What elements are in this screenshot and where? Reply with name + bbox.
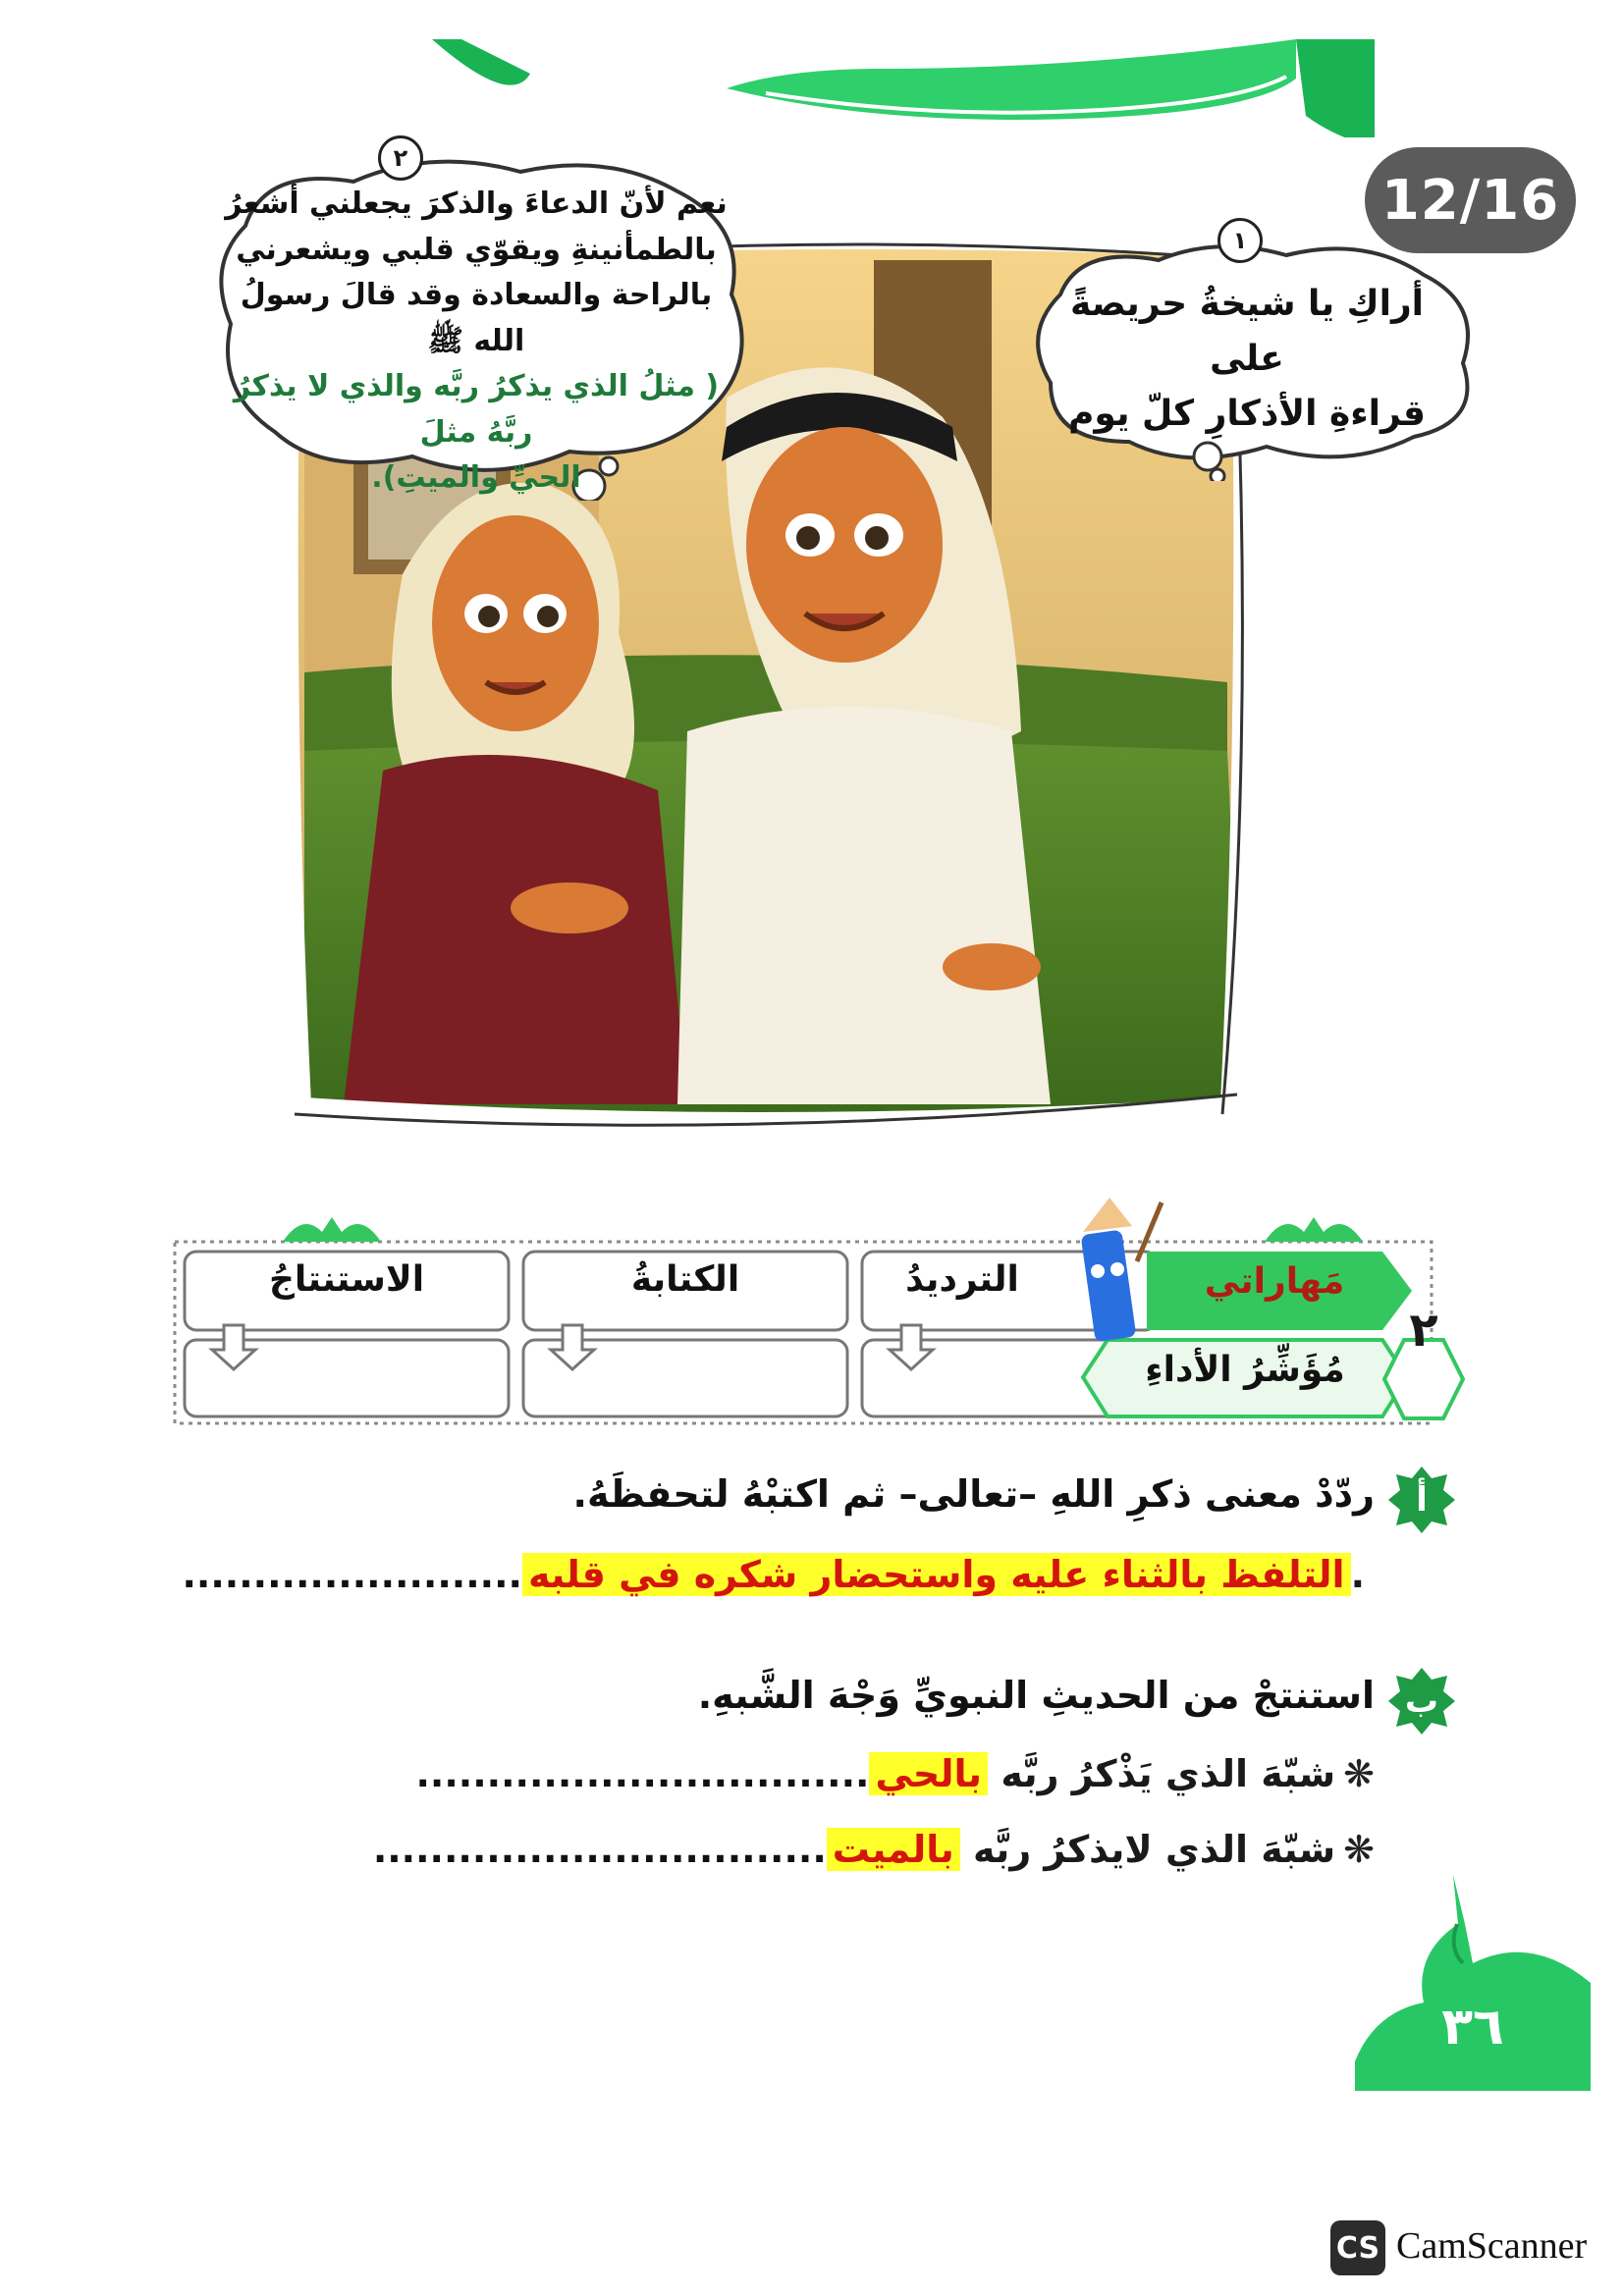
question-a-badge: أ — [1416, 1480, 1428, 1520]
camscanner-name: CamScanner — [1396, 2225, 1588, 2267]
question-b-line-1-text: شبّهَ الذي يَذْكرُ ربَّه — [1001, 1752, 1336, 1795]
answer-a-prefix: . — [1350, 1553, 1365, 1596]
my-skills-label: مَهاراتي — [1204, 1261, 1345, 1302]
page-progress-badge: 12/16 — [1365, 147, 1576, 253]
bubble-2-line: بالطمأنينةِ ويقوّي قلبي ويشعرني — [236, 232, 717, 267]
top-decorative-band — [0, 0, 1623, 137]
answer-b1-highlight: بالحي — [869, 1752, 988, 1795]
bubble-2-hadith-line: ( مثلُ الذي يذكرُ ربَّه والذي لا يذكرُ ربَّهُ مثلَ — [233, 369, 720, 450]
skill-deduction: الاستنتاجُ — [268, 1259, 425, 1300]
bubble-1-line: أراكِ يا شيخةُ حريصةً على — [1069, 284, 1425, 379]
answer-a-dots: ........................ — [182, 1553, 522, 1596]
bubble-2-line: بالراحة والسعادة وقد قالَ رسولُ الله ﷺ — [240, 278, 713, 358]
star-bullet-icon: ❋ — [1343, 1828, 1375, 1871]
bubble-2-text — [221, 182, 731, 502]
page-number: ٣٦ — [1441, 1998, 1504, 2056]
bubble-2-hadith-line: الحيِّ والميتِ). — [371, 460, 581, 495]
question-b-text: استنتجْ من الحديثِ النبويِّ وَجْهَ الشَّبهِ. — [697, 1674, 1375, 1717]
question-b-line-2-text: شبّهَ الذي لايذكرُ ربَّه — [973, 1828, 1336, 1871]
bubble-2-hadith — [221, 364, 731, 502]
skills-table-frame — [165, 1193, 1481, 1428]
skill-writing: الكتابةُ — [630, 1259, 740, 1300]
question-b-line-1 — [415, 1752, 1375, 1795]
star-bullet-icon: ❋ — [1343, 1752, 1375, 1795]
page-number-ornament — [1355, 1865, 1591, 2091]
section-number: ٢ — [1409, 1303, 1438, 1358]
answer-a-highlight: التلفظ بالثناء عليه واستحضار شكره في قلبه — [522, 1553, 1351, 1596]
answer-b2-highlight: بالميت — [827, 1828, 960, 1871]
answer-b1-dots: ................................ — [415, 1752, 870, 1795]
bubble-1-line: قراءةِ الأذكارِ كلّ يوم — [1068, 393, 1426, 434]
question-a-answer-line — [182, 1553, 1365, 1596]
camscanner-logo: CS — [1330, 2220, 1385, 2275]
question-b-line-2 — [372, 1828, 1375, 1871]
bubble-1-text — [1051, 277, 1443, 441]
question-a-text: ردّدْ معنى ذكرِ اللهِ –تعالى– ثم اكتبْهُ لتحفظَهُ. — [572, 1472, 1375, 1516]
bubble-2-line: نعم لأنّ الدعاءَ والذكرَ يجعلني أشعرُ — [225, 187, 728, 221]
bubble-2-number: ٢ — [378, 135, 423, 181]
question-b-badge: ب — [1404, 1682, 1439, 1721]
performance-indicator-label: مُؤَشِّرُ الأداءِ — [1145, 1350, 1345, 1390]
skills-table — [165, 1193, 1481, 1428]
answer-b2-dots: ................................ — [372, 1828, 827, 1871]
bubble-1-number: ١ — [1217, 218, 1263, 263]
skill-repetition: الترديدُ — [905, 1259, 1019, 1300]
